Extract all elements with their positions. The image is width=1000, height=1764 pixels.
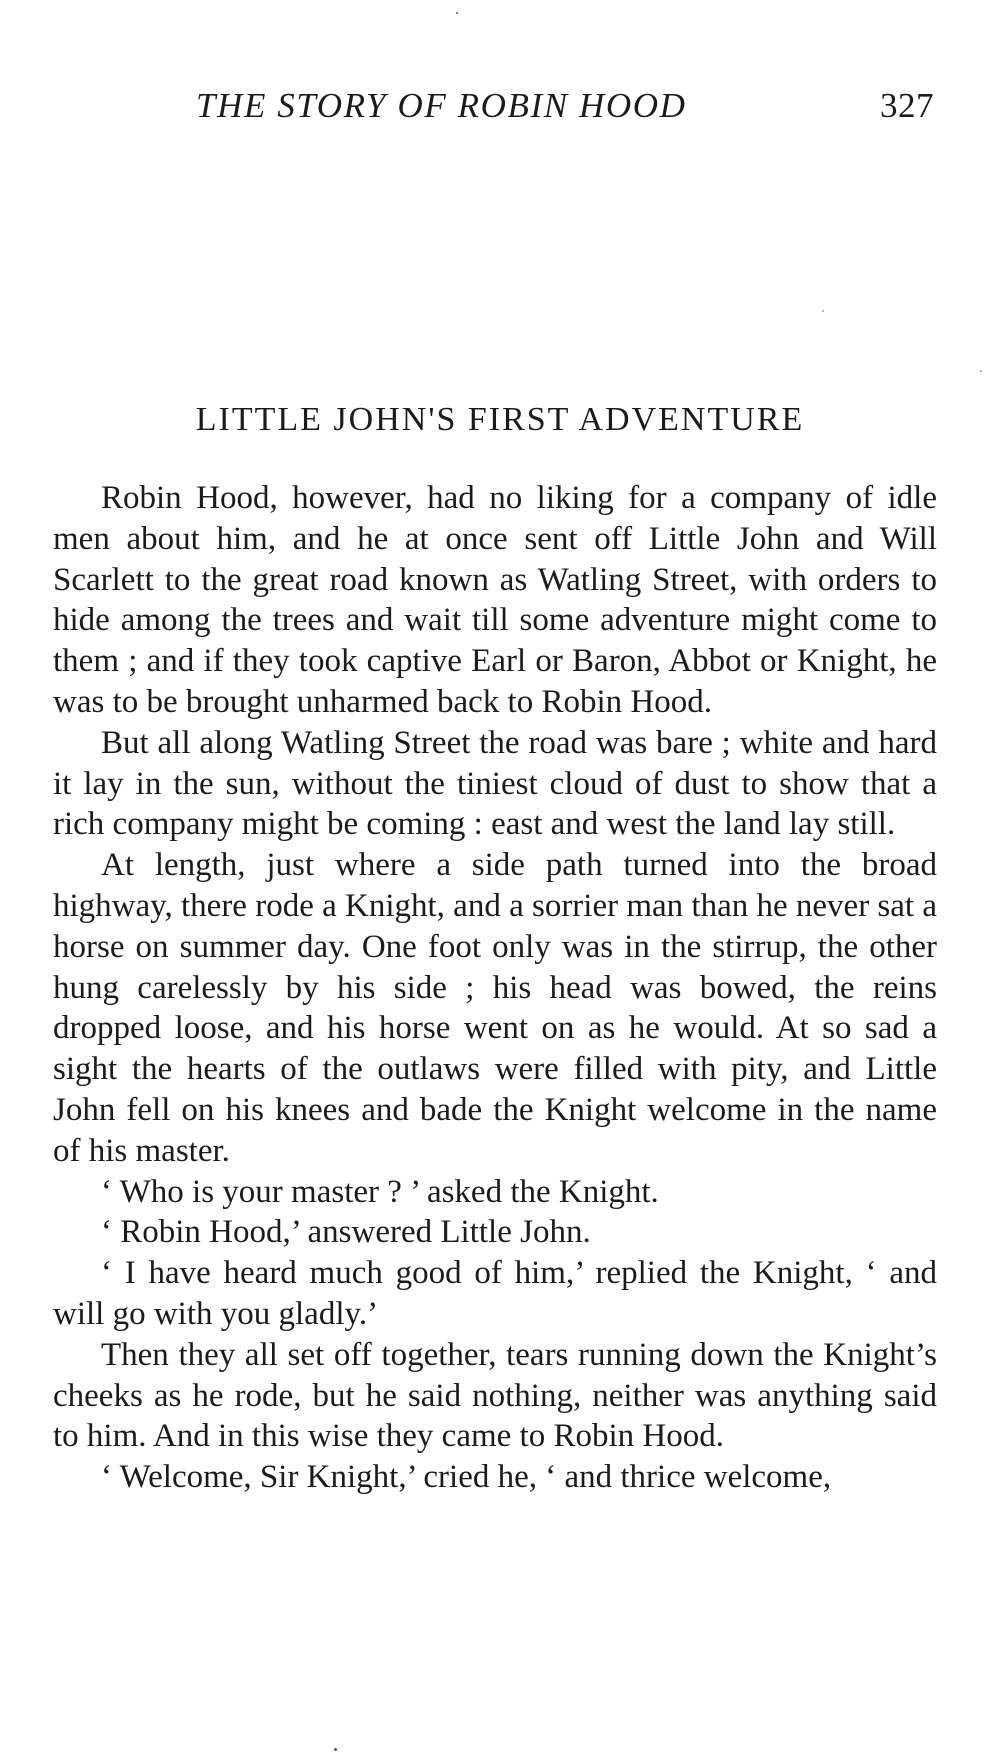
chapter-title: LITTLE JOHN'S FIRST ADVENTURE bbox=[195, 401, 805, 438]
body-text bbox=[53, 478, 937, 1498]
print-speck bbox=[822, 310, 824, 312]
paragraph: ‘ Welcome, Sir Knight,’ cried he, ‘ and thrice welcome, bbox=[101, 1459, 832, 1496]
paragraph: At length, just where a side path turned into the broad highway, there rode a Knight, and a sorrier man than he never sat a horse on summer day. One foot only was in the stirrup, the other hung carelessly by his side ; his head was bowed, the reins dropped loose, and his horse went on as he would. At so sad a sight the hearts of the outlaws were filled with pity, and Little John fell on his knees and bade the Knight welcome in the name of his master. bbox=[53, 847, 937, 1169]
running-title: THE STORY OF ROBIN HOOD bbox=[196, 86, 687, 125]
print-speck bbox=[456, 12, 458, 14]
paragraph: Robin Hood, however, had no liking for a company of idle men about him, and he at once sent off Little John and Will Scarlett to the great road known as Watling Street, with orders to hide among the trees and wait till some adventure might come to them ; and if they took captive Earl or Baron, Abbot or Knight, he was to be brought unharmed back to Robin Hood. bbox=[53, 480, 937, 720]
paragraph: Then they all set off together, tears running down the Knight’s cheeks as he rode, but he said nothing, neither was anything said to him. And in this wise they came to Robin Hood. bbox=[53, 1336, 937, 1455]
paragraph: ‘ Robin Hood,’ answered Little John. bbox=[101, 1214, 591, 1251]
paragraph: ‘ Who is your master ? ’ asked the Knight. bbox=[101, 1173, 659, 1210]
running-head bbox=[196, 82, 934, 130]
page-number: 327 bbox=[880, 86, 934, 125]
print-speck bbox=[980, 370, 982, 372]
paragraph: But all along Watling Street the road was bare ; white and hard it lay in the sun, without the tiniest cloud of dust to show that a rich company might be coming : east and west the land lay still. bbox=[53, 724, 937, 843]
print-speck bbox=[334, 1748, 337, 1751]
paragraph: ‘ I have heard much good of him,’ replied the Knight, ‘ and will go with you gladly.’ bbox=[53, 1255, 937, 1332]
